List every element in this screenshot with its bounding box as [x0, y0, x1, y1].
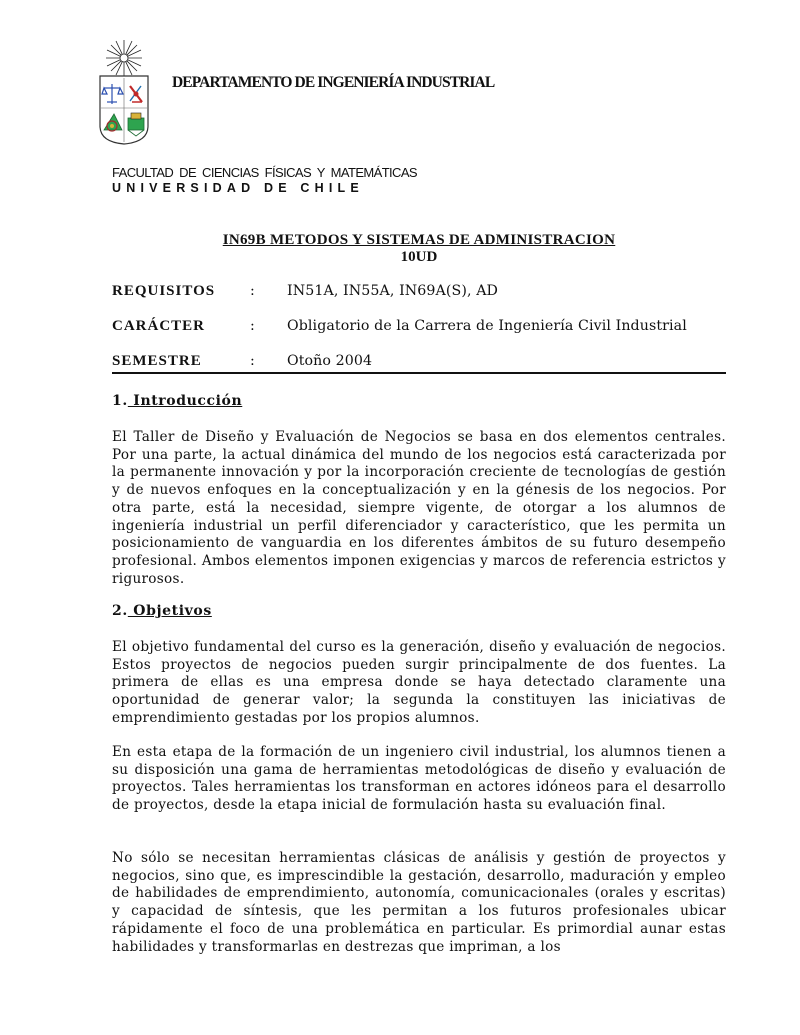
meta-separator: : [250, 318, 255, 334]
paragraph: No sólo se necesitan herramientas clásicas de análisis y gestión de proyectos y negocios, sino que, es imprescindible la gestación, desarrollo, maduración y empleo de habilidades de emprendimiento, autonomía, comunicacionales (orales y escritas) y capacidad de síntesis, que les permitan a los futuros profesionales ubicar rápidamente el foco de una problemática en particular. Es primordial aunar estas habilidades y transformarlas en destrezas que impriman, a los [112, 850, 726, 955]
meta-label: SEMESTRE [112, 353, 202, 369]
meta-separator: : [250, 283, 255, 299]
section-heading-introduccion [112, 393, 242, 409]
section-number: 2. [112, 603, 128, 619]
meta-value: Otoño 2004 [287, 353, 373, 369]
paragraph: El objetivo fundamental del curso es la generación, diseño y evaluación de negocios. Estos proyectos de negocios pueden surgir principalmente de dos fuentes. La primera de ellas es una empresa donde se haya detectado claramente una oportunidad de generar valor; la segunda la constituyen las iniciativas de emprendimiento gestadas por los propios alumnos. [112, 639, 726, 726]
meta-separator: : [250, 353, 255, 369]
meta-label: REQUISITOS [112, 283, 216, 299]
course-credits: 10UD [400, 249, 438, 265]
university-name: UNIVERSIDAD DE CHILE [112, 181, 364, 195]
meta-label: CARÁCTER [112, 318, 206, 334]
paragraph: En esta etapa de la formación de un ingeniero civil industrial, los alumnos tienen a su disposición una gama de herramientas metodológicas de diseño y evaluación de proyectos. Tales herramientas los transforman en actores idóneos para el desarrollo de proyectos, desde la etapa inicial de formulación hasta su evaluación final. [112, 744, 726, 814]
section-heading-objetivos [112, 603, 212, 619]
department-name: DEPARTAMENTO DE INGENIERÍA INDUSTRIAL [172, 74, 495, 91]
paragraph: El Taller de Diseño y Evaluación de Negocios se basa en dos elementos centrales. Por una parte, la actual dinámica del mundo de los negocios está caracterizada por la permanente innovación y por la incorporación creciente de tecnologías de gestión y de nuevos enfoques en la conceptualización y en la génesis de los negocios. Por otra parte, está la necesidad, siempre vigente, de otorgar a los alumnos de ingeniería industrial un perfil diferenciador y característico, que les permita un posicionamiento de vanguardia en los diferentes ámbitos de su futuro desempeño profesional. Ambos elementos imponen exigencias y marcos de referencia estrictos y rigurosos. [112, 429, 726, 587]
meta-value: IN51A, IN55A, IN69A(S), AD [287, 283, 499, 299]
section-number: 1. [112, 393, 128, 409]
section-title: Introducción [127, 393, 243, 409]
university-crest-logo [94, 38, 154, 146]
header-divider [112, 372, 726, 374]
meta-value: Obligatorio de la Carrera de Ingeniería Civil Industrial [287, 318, 687, 334]
course-title-block [112, 232, 726, 266]
section-title: Objetivos [127, 603, 212, 619]
faculty-name: FACULTAD DE CIENCIAS FÍSICAS Y MATEMÁTICAS [112, 165, 417, 180]
course-title: IN69B METODOS Y SISTEMAS DE ADMINISTRACION [222, 232, 616, 248]
